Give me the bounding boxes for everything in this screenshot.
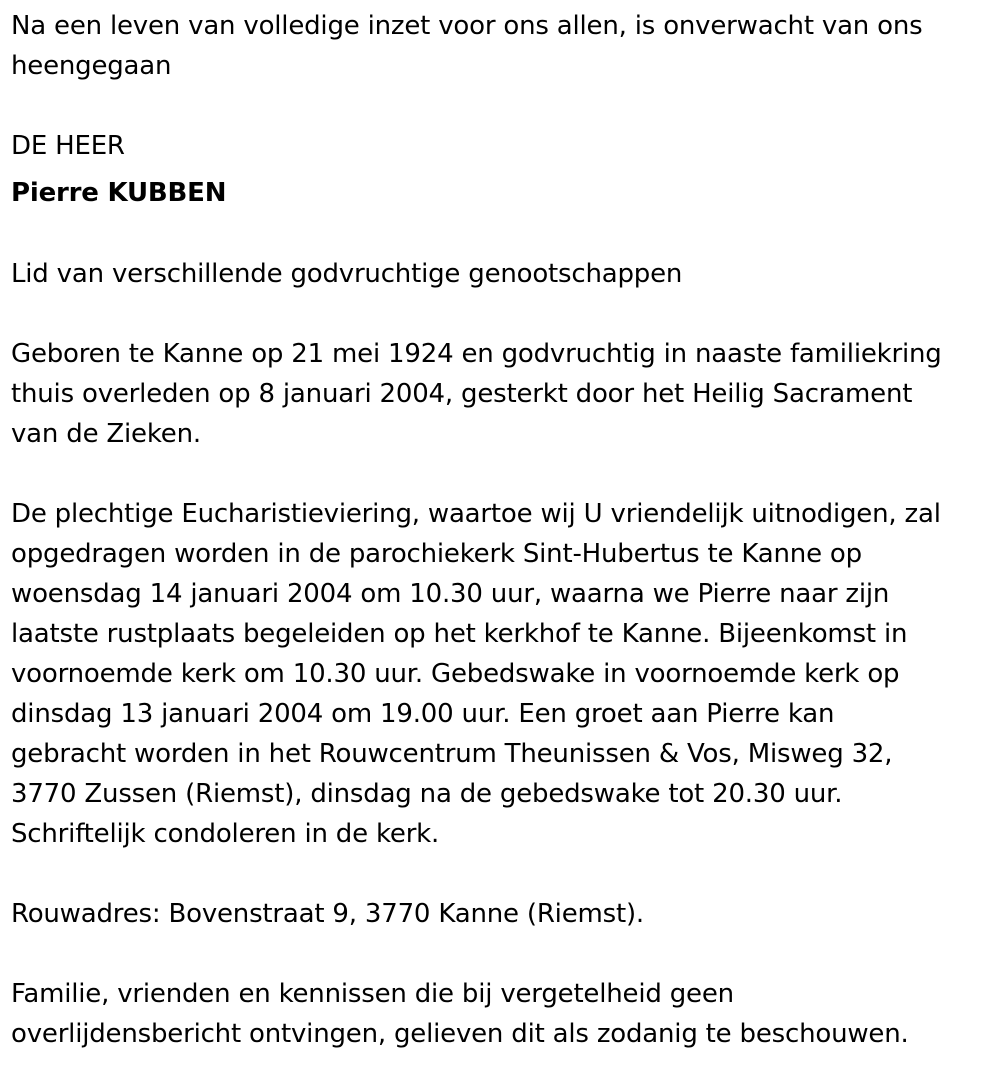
birth-death-line-1: Geboren te Kanne op 21 mei 1924 en godvruchtig in naaste familiekring (11, 339, 942, 369)
intro-line-2: heengegaan (11, 51, 172, 81)
ceremony-line-1: De plechtige Eucharistieviering, waartoe wij U vriendelijk uitnodigen, zal (11, 499, 941, 529)
closing-line-2: overlijdensbericht ontvingen, gelieven dit als zodanig te beschouwen. (11, 1019, 909, 1049)
ceremony-line-8: 3770 Zussen (Riemst), dinsdag na de gebedswake tot 20.30 uur. (11, 779, 843, 809)
deceased-title: DE HEER (11, 131, 125, 161)
birth-death-line-2: thuis overleden op 8 januari 2004, gesterkt door het Heilig Sacrament (11, 379, 913, 409)
ceremony-line-4: laatste rustplaats begeleiden op het kerkhof te Kanne. Bijeenkomst in (11, 619, 908, 649)
ceremony-line-6: dinsdag 13 januari 2004 om 19.00 uur. Een groet aan Pierre kan (11, 699, 835, 729)
membership-text: Lid van verschillende godvruchtige genootschappen (11, 259, 683, 289)
birth-death-line-3: van de Zieken. (11, 419, 201, 449)
ceremony-line-2: opgedragen worden in de parochiekerk Sint-Hubertus te Kanne op (11, 539, 862, 569)
deceased-name: Pierre KUBBEN (11, 178, 227, 208)
ceremony-line-3: woensdag 14 januari 2004 om 10.30 uur, waarna we Pierre naar zijn (11, 579, 890, 609)
ceremony-line-7: gebracht worden in het Rouwcentrum Theunissen & Vos, Misweg 32, (11, 739, 893, 769)
intro-line-1: Na een leven van volledige inzet voor ons allen, is onverwacht van ons (11, 11, 923, 41)
closing-line-1: Familie, vrienden en kennissen die bij vergetelheid geen (11, 979, 734, 1009)
ceremony-line-9: Schriftelijk condoleren in de kerk. (11, 819, 440, 849)
ceremony-line-5: voornoemde kerk om 10.30 uur. Gebedswake in voornoemde kerk op (11, 659, 900, 689)
mourning-address: Rouwadres: Bovenstraat 9, 3770 Kanne (Riemst). (11, 899, 644, 929)
